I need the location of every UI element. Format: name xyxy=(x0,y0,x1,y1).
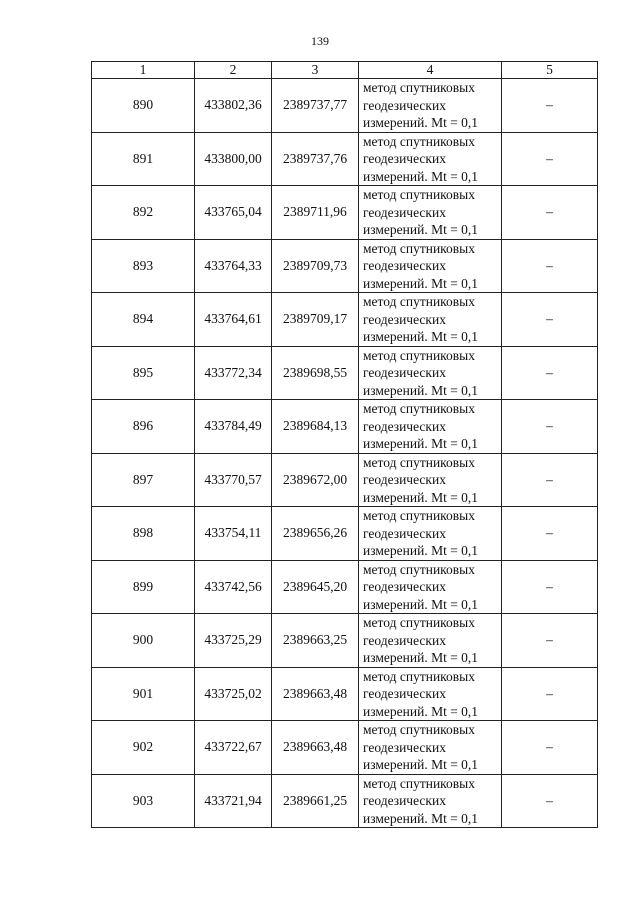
method-text-line: геодезических xyxy=(363,365,446,380)
coordinate-x-cell: 433772,34 xyxy=(195,346,272,400)
note-cell: – xyxy=(502,293,598,347)
method-text-line: измерений. Mt = 0,1 xyxy=(363,703,479,719)
method-cell xyxy=(359,774,502,828)
coordinate-y-cell: 2389663,48 xyxy=(272,721,359,775)
method-text-line: геодезических xyxy=(363,151,446,166)
coordinate-x-cell: 433800,00 xyxy=(195,132,272,186)
method-text-line: геодезических xyxy=(363,632,446,648)
coordinate-y-cell: 2389645,20 xyxy=(272,560,359,614)
coordinate-y-cell: 2389656,26 xyxy=(272,507,359,561)
table-row xyxy=(92,614,598,668)
coordinate-x-cell: 433742,56 xyxy=(195,560,272,614)
method-text-line: метод спутниковых xyxy=(363,668,475,684)
header-col-5: 5 xyxy=(502,62,598,79)
note-cell: – xyxy=(502,79,598,133)
method-text-line: геодезических xyxy=(363,258,446,273)
table-row xyxy=(92,721,598,775)
point-number-cell: 890 xyxy=(92,79,195,133)
point-number-cell: 901 xyxy=(92,667,195,721)
method-cell xyxy=(359,560,502,614)
method-text-line: метод спутниковых xyxy=(363,775,475,791)
coordinate-y-cell: 2389737,77 xyxy=(272,79,359,133)
method-text-line: метод спутниковых xyxy=(363,347,475,363)
table-body xyxy=(92,79,598,828)
point-number-cell: 895 xyxy=(92,346,195,400)
coordinate-x-cell: 433764,33 xyxy=(195,239,272,293)
coordinate-x-cell: 433764,61 xyxy=(195,293,272,347)
point-number-cell: 894 xyxy=(92,293,195,347)
method-text-line: геодезических xyxy=(363,311,446,327)
coordinate-x-cell: 433721,94 xyxy=(195,774,272,828)
point-number-cell: 899 xyxy=(92,560,195,614)
point-number-cell: 902 xyxy=(92,721,195,775)
coordinate-x-cell: 433802,36 xyxy=(195,79,272,133)
coordinate-y-cell: 2389663,48 xyxy=(272,667,359,721)
method-text-line: измерений. Mt = 0,1 xyxy=(363,168,479,184)
method-text-line: метод спутниковых xyxy=(363,294,475,309)
coordinate-x-cell: 433784,49 xyxy=(195,400,272,454)
note-cell: – xyxy=(502,560,598,614)
coordinate-x-cell: 433725,29 xyxy=(195,614,272,668)
point-number-cell: 891 xyxy=(92,132,195,186)
method-cell xyxy=(359,79,502,133)
method-cell xyxy=(359,507,502,561)
method-text-line: метод спутниковых xyxy=(363,561,475,577)
method-text-line: геодезических xyxy=(363,525,446,541)
method-text-line: метод спутниковых xyxy=(363,508,475,523)
method-text-line: измерений. Mt = 0,1 xyxy=(363,222,479,237)
header-col-4: 4 xyxy=(359,62,502,79)
header-col-2: 2 xyxy=(195,62,272,79)
method-text-line: геодезических xyxy=(363,472,446,487)
method-text-line: геодезических xyxy=(363,97,446,113)
point-number-cell: 892 xyxy=(92,186,195,240)
note-cell: – xyxy=(502,132,598,186)
coordinate-y-cell: 2389709,17 xyxy=(272,293,359,347)
table-row xyxy=(92,667,598,721)
method-text-line: метод спутниковых xyxy=(363,187,475,202)
note-cell: – xyxy=(502,239,598,293)
table-row xyxy=(92,453,598,507)
coordinate-x-cell: 433754,11 xyxy=(195,507,272,561)
coordinate-y-cell: 2389684,13 xyxy=(272,400,359,454)
coordinate-x-cell: 433725,02 xyxy=(195,667,272,721)
table-row xyxy=(92,400,598,454)
coordinate-x-cell: 433765,04 xyxy=(195,186,272,240)
method-text-line: геодезических xyxy=(363,579,446,594)
table-row xyxy=(92,132,598,186)
method-cell xyxy=(359,186,502,240)
method-text-line: геодезических xyxy=(363,793,446,808)
coordinate-y-cell: 2389698,55 xyxy=(272,346,359,400)
method-cell xyxy=(359,614,502,668)
coordinate-y-cell: 2389737,76 xyxy=(272,132,359,186)
method-text-line: измерений. Mt = 0,1 xyxy=(363,115,479,130)
coordinate-y-cell: 2389711,96 xyxy=(272,186,359,240)
table-row xyxy=(92,560,598,614)
method-text-line: измерений. Mt = 0,1 xyxy=(363,596,479,612)
note-cell: – xyxy=(502,507,598,561)
point-number-cell: 893 xyxy=(92,239,195,293)
method-cell xyxy=(359,400,502,454)
coordinate-x-cell: 433722,67 xyxy=(195,721,272,775)
method-cell xyxy=(359,239,502,293)
method-text-line: измерений. Mt = 0,1 xyxy=(363,275,479,291)
method-text-line: метод спутниковых xyxy=(363,80,475,95)
method-text-line: измерений. Mt = 0,1 xyxy=(363,543,479,558)
coordinate-y-cell: 2389663,25 xyxy=(272,614,359,668)
note-cell: – xyxy=(502,774,598,828)
point-number-cell: 900 xyxy=(92,614,195,668)
method-text-line: измерений. Mt = 0,1 xyxy=(363,382,479,398)
header-row xyxy=(92,62,598,79)
method-text-line: метод спутниковых xyxy=(363,454,475,470)
method-cell xyxy=(359,132,502,186)
header-col-1: 1 xyxy=(92,62,195,79)
coordinate-y-cell: 2389661,25 xyxy=(272,774,359,828)
page-number: 139 xyxy=(311,34,329,48)
method-text-line: измерений. Mt = 0,1 xyxy=(363,436,479,451)
table-row xyxy=(92,774,598,828)
table-row xyxy=(92,507,598,561)
method-text-line: измерений. Mt = 0,1 xyxy=(363,757,479,772)
method-text-line: метод спутниковых xyxy=(363,722,475,737)
method-text-line: метод спутниковых xyxy=(363,240,475,256)
method-cell xyxy=(359,293,502,347)
note-cell: – xyxy=(502,614,598,668)
method-text-line: геодезических xyxy=(363,739,446,755)
note-cell: – xyxy=(502,186,598,240)
point-number-cell: 897 xyxy=(92,453,195,507)
coordinate-x-cell: 433770,57 xyxy=(195,453,272,507)
method-cell xyxy=(359,346,502,400)
method-text-line: метод спутниковых xyxy=(363,401,475,416)
note-cell: – xyxy=(502,667,598,721)
coordinate-y-cell: 2389672,00 xyxy=(272,453,359,507)
note-cell: – xyxy=(502,721,598,775)
method-text-line: метод спутниковых xyxy=(363,615,475,630)
header-col-3: 3 xyxy=(272,62,359,79)
point-number-cell: 896 xyxy=(92,400,195,454)
note-cell: – xyxy=(502,453,598,507)
method-cell xyxy=(359,667,502,721)
table-row xyxy=(92,346,598,400)
method-text-line: геодезических xyxy=(363,204,446,220)
coordinates-table xyxy=(91,61,598,828)
coordinate-y-cell: 2389709,73 xyxy=(272,239,359,293)
method-text-line: измерений. Mt = 0,1 xyxy=(363,329,479,344)
method-text-line: измерений. Mt = 0,1 xyxy=(363,650,479,665)
note-cell: – xyxy=(502,346,598,400)
table-row xyxy=(92,239,598,293)
point-number-cell: 898 xyxy=(92,507,195,561)
method-text-line: измерений. Mt = 0,1 xyxy=(363,810,479,826)
method-text-line: геодезических xyxy=(363,686,446,701)
table-row xyxy=(92,293,598,347)
method-text-line: геодезических xyxy=(363,418,446,434)
method-text-line: метод спутниковых xyxy=(363,133,475,149)
table-header xyxy=(92,62,598,79)
note-cell: – xyxy=(502,400,598,454)
method-text-line: измерений. Mt = 0,1 xyxy=(363,489,479,505)
method-cell xyxy=(359,453,502,507)
table-row xyxy=(92,79,598,133)
table-row xyxy=(92,186,598,240)
point-number-cell: 903 xyxy=(92,774,195,828)
method-cell xyxy=(359,721,502,775)
